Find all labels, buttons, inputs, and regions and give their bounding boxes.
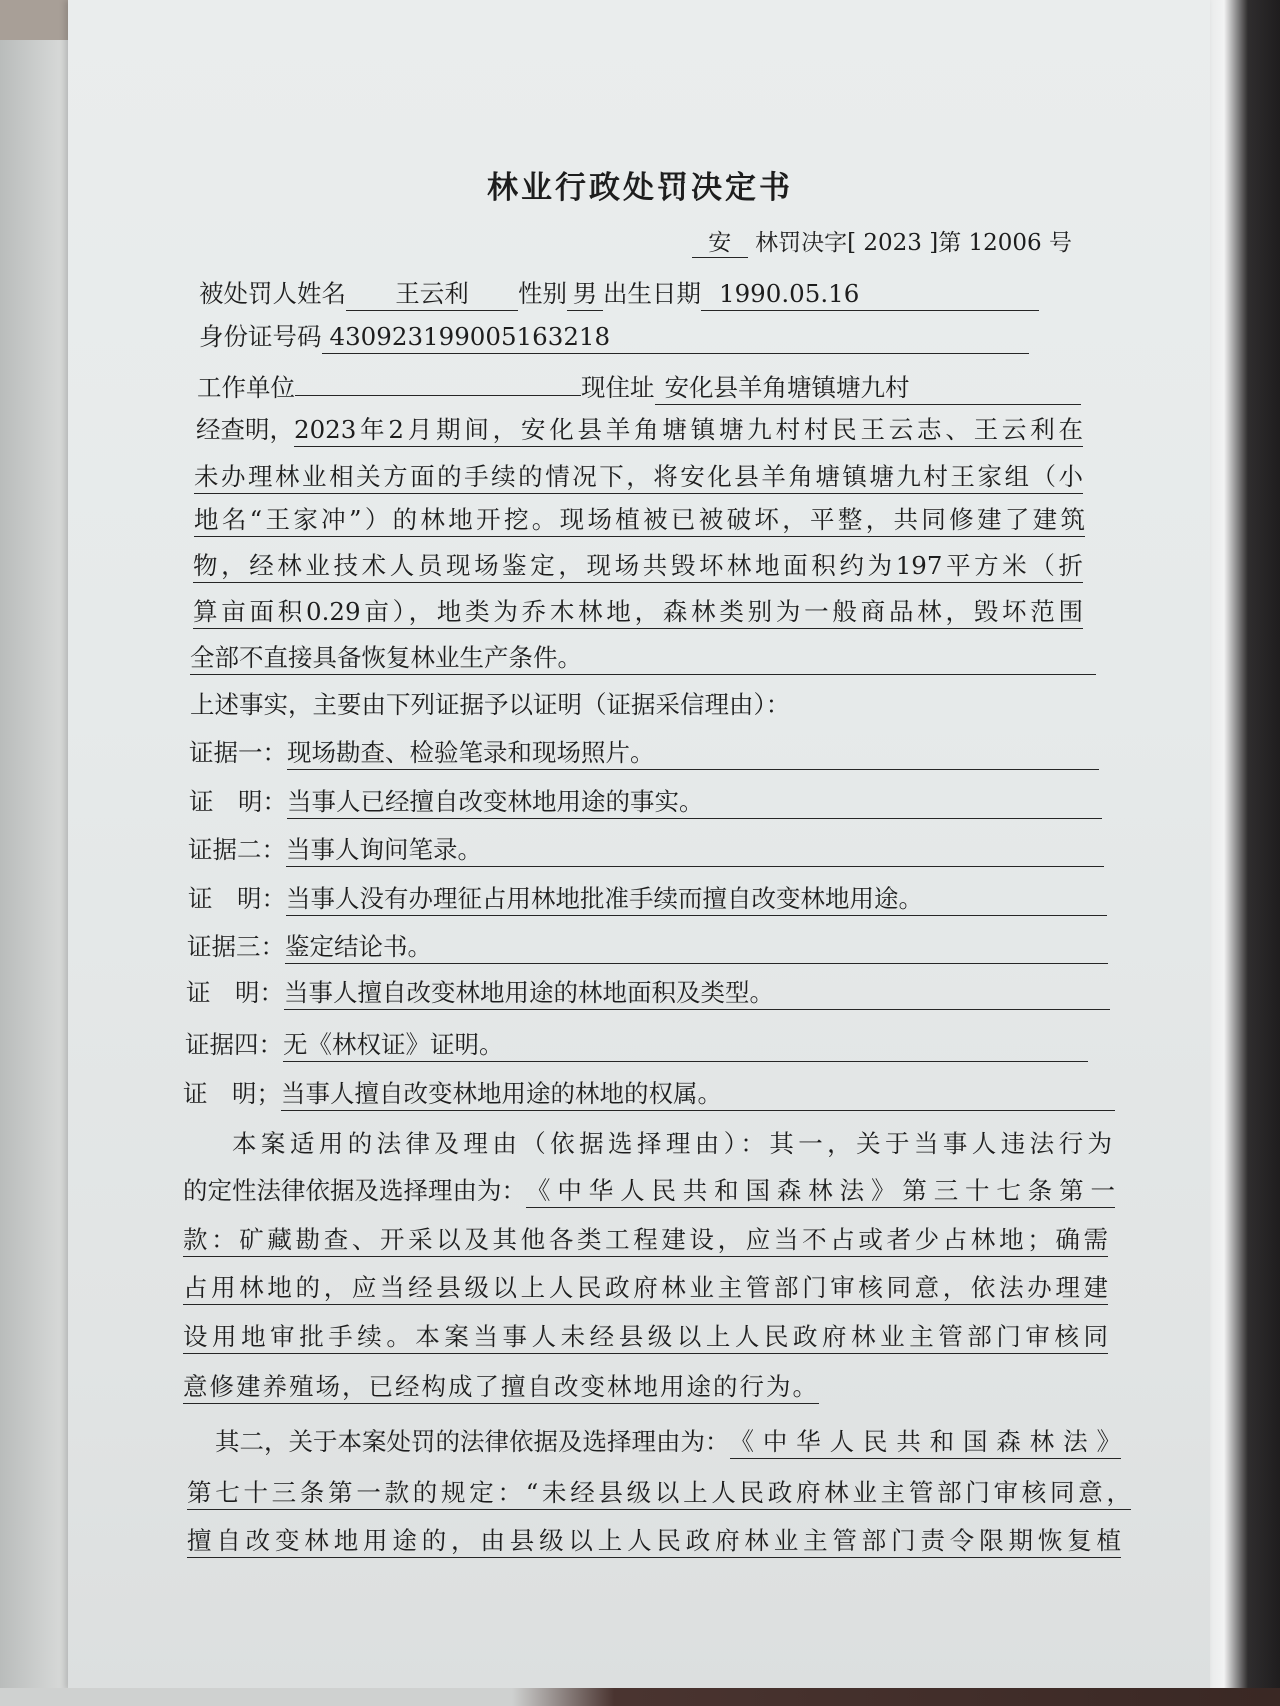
law-text: 第七十三条第一款的规定：“未经县级以上人民政府林业主管部门审核同意， (187, 1477, 1131, 1510)
evidence-text: 鉴定结论书。 (285, 931, 1108, 964)
name-value: 王云利 (346, 278, 518, 311)
law-paragraph-line (187, 1477, 1131, 1511)
name-label: 被处罚人姓名 (199, 279, 346, 308)
id-value: 430923199005163218 (322, 321, 1030, 354)
evidence-intro (190, 689, 1090, 723)
evidence-text: 当事人已经擅自改变林地用途的事实。 (287, 786, 1102, 819)
evidence-intro-text: 上述事实，主要由下列证据予以证明（证据采信理由）： (190, 690, 791, 719)
evidence-label: 证据三： (187, 932, 285, 961)
evidence-item (189, 786, 1102, 820)
evidence-label: 证 明： (188, 884, 286, 913)
law-paragraph-line (232, 1128, 1112, 1162)
law-text: 设用地审批手续。本案当事人未经县级以上人民政府林业主管部门审核同 (183, 1321, 1108, 1354)
work-address-row (197, 369, 1081, 403)
evidence-text: 当事人询问笔录。 (286, 834, 1104, 867)
law-text: 其二，关于本案处罚的法律依据及选择理由为： (215, 1427, 730, 1456)
address-label: 现住址 (581, 373, 655, 402)
table-edge (0, 1688, 1280, 1706)
facts-text: 地名“王家冲”）的林地开挖。现场植被已被破坏，平整，共同修建了建筑 (194, 504, 1085, 537)
evidence-item (183, 1078, 1115, 1112)
doc-suffix: 号 (1049, 230, 1072, 256)
law-paragraph-line (183, 1321, 1108, 1355)
law-text: 款：矿藏勘查、开采以及其他各类工程建设，应当不占或者少占林地；确需 (183, 1224, 1108, 1257)
facts-line (193, 550, 1083, 584)
id-row (199, 321, 1029, 355)
evidence-text: 无《林权证》证明。 (283, 1029, 1088, 1062)
doc-prefix: 安 (692, 224, 748, 258)
gender-value: 男 (567, 278, 603, 311)
evidence-text: 当事人擅自改变林地用途的林地的权属。 (281, 1078, 1115, 1111)
law-paragraph-line (183, 1175, 1115, 1209)
facts-text: 全部不直接具备恢复林业生产条件。 (190, 642, 1096, 675)
doc-close: ]第 (929, 230, 962, 256)
party-name-row (199, 278, 1039, 312)
work-label: 工作单位 (197, 373, 295, 402)
stacked-paper-edge (1200, 0, 1280, 1690)
doc-type: 林罚决字[ (755, 230, 857, 256)
law-text: 擅自改变林地用途的，由县级以上人民政府林业主管部门责令限期恢复植 (187, 1525, 1121, 1558)
law-paragraph-line (183, 1224, 1108, 1258)
id-label: 身份证号码 (199, 322, 322, 351)
doc-serial: 12006 (968, 230, 1042, 256)
evidence-label: 证据二： (188, 835, 286, 864)
evidence-label: 证据一： (189, 738, 287, 767)
facts-line (194, 504, 1085, 538)
document-title: 林业行政处罚决定书 (487, 170, 793, 206)
law-text: 本案适用的法律及理由（依据选择理由）：其一，关于当事人违法行为 (232, 1129, 1112, 1158)
facts-label: 经查明， (196, 415, 294, 444)
evidence-text: 当事人擅自改变林地用途的林地面积及类型。 (284, 977, 1110, 1010)
doc-year: 2023 (863, 230, 922, 256)
evidence-label: 证 明： (186, 978, 284, 1007)
evidence-text: 当事人没有办理征占用林地批准手续而擅自改变林地用途。 (286, 883, 1107, 916)
law-paragraph-line (187, 1525, 1121, 1559)
law-text: 的定性法律依据及选择理由为： (183, 1176, 526, 1205)
facts-text: 算亩面积0.29亩），地类为乔木林地，森林类别为一般商品林，毁坏范围 (193, 596, 1083, 629)
dob-label: 出生日期 (603, 279, 701, 308)
gender-label: 性别 (518, 279, 567, 308)
evidence-label: 证 明； (183, 1079, 281, 1108)
evidence-label: 证据四： (185, 1030, 283, 1059)
facts-line (194, 461, 1083, 495)
evidence-label: 证 明： (189, 787, 287, 816)
evidence-item (188, 883, 1107, 917)
evidence-item (188, 834, 1104, 868)
law-text: 意修建养殖场，已经构成了擅自改变林地用途的行为。 (183, 1371, 819, 1404)
dob-value: 1990.05.16 (701, 278, 1039, 311)
facts-line (193, 596, 1083, 630)
facts-text: 未办理林业相关方面的手续的情况下，将安化县羊角塘镇塘九村王家组（小 (194, 461, 1083, 494)
evidence-item (186, 977, 1110, 1011)
evidence-item (187, 931, 1108, 965)
evidence-text: 现场勘查、检验笔录和现场照片。 (287, 737, 1099, 770)
evidence-item (185, 1029, 1088, 1063)
facts-text: 物，经林业技术人员现场鉴定，现场共毁坏林地面积约为197平方米（折 (193, 550, 1083, 583)
law-citation: 《中华人民共和国森林法》第三十七条第一 (526, 1175, 1115, 1208)
evidence-item (189, 737, 1099, 771)
address-value: 安化县羊角塘镇塘九村 (655, 372, 1082, 405)
law-citation: 《中华人民共和国森林法》 (730, 1426, 1122, 1459)
law-paragraph-line (215, 1426, 1121, 1460)
law-text: 占用林地的，应当经县级以上人民政府林业主管部门审核同意，依法办理建 (183, 1272, 1108, 1305)
law-paragraph-line (183, 1272, 1108, 1306)
document-number (692, 224, 1072, 258)
facts-text: 2023年2月期间，安化县羊角塘镇塘九村村民王云志、王云利在 (294, 414, 1083, 447)
facts-line (190, 642, 1096, 676)
work-value (295, 369, 581, 396)
facts-line (196, 414, 1083, 448)
law-paragraph-line (183, 1371, 819, 1405)
